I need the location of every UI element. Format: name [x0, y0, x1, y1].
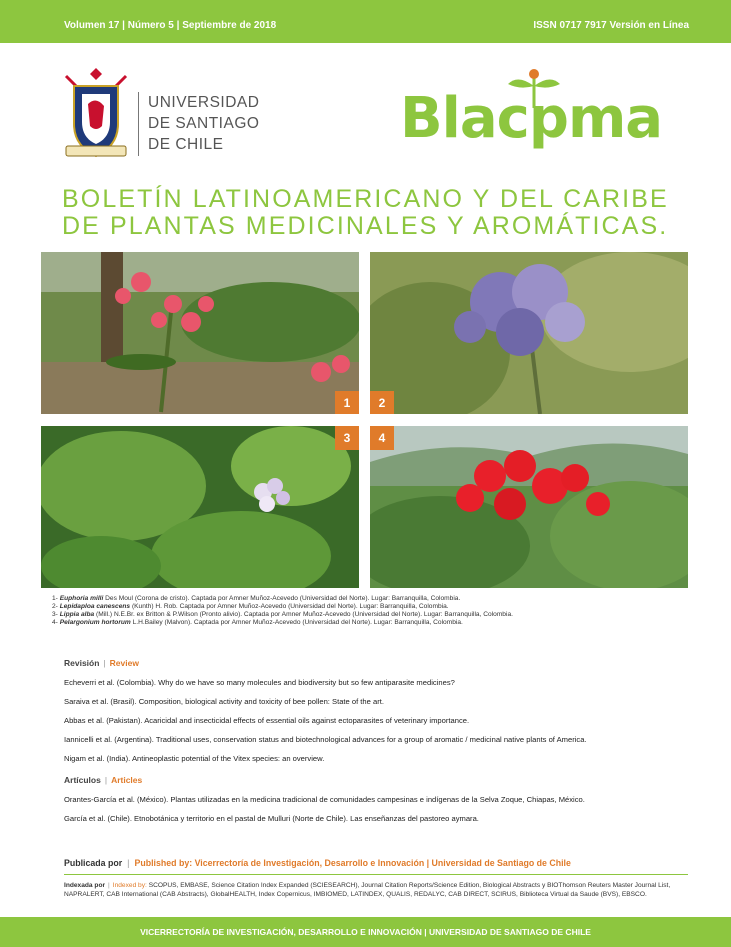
articles-heading: Artículos | Articles	[64, 775, 143, 785]
photo-captions	[52, 595, 513, 627]
article-item: Orantes-García et al. (México). Plantas utilizadas en la medicina tradicional de comunidades campesinas e indígenas de la Selva Zoque, Chiapas, México.	[64, 795, 585, 804]
review-item: Nigam et al. (India). Antineoplastic potential of the Vitex species: an overview.	[64, 754, 325, 763]
photo-number: 1	[335, 391, 359, 414]
top-bar	[0, 0, 731, 43]
blacpma-logo	[396, 66, 663, 166]
photo-lepidaploa	[370, 252, 688, 414]
divider	[138, 92, 139, 156]
shield-icon	[60, 68, 132, 164]
photo-lippia	[41, 426, 359, 588]
footer-text: VICERRECTORÍA DE INVESTIGACIÓN, DESARROLLO E INNOVACIÓN | UNIVERSIDAD DE SANTIAGO DE CHILE	[140, 927, 591, 937]
photo-pelargonium	[370, 426, 688, 588]
review-item: Saraiva et al. (Brasil). Composition, biological activity and toxicity of bee pollen: State of the art.	[64, 697, 384, 706]
bottom-bar	[0, 917, 731, 947]
photo-euphorbia	[41, 252, 359, 414]
photo-number: 4	[370, 426, 394, 450]
article-item: García et al. (Chile). Etnobotánica y territorio en el pastal de Mulluri (Norte de Chile). Las enseñanzas del pastoreo aymara.	[64, 814, 479, 823]
review-item: Abbas et al. (Pakistan). Acaricidal and insecticidal effects of essential oils against ectoparasites of veterinary importance.	[64, 716, 470, 725]
indexed-by: Indexada por | Indexed by: SCOPUS, EMBASE, Science Citation Index Expanded (SCIESEARCH), Journal Citation Reports/Science Edition, Biological Abstracts y BIOThomson Reuters Master Journal List, NAPRALERT, CAB International (CAB Abstracts), GlobalHEALTH, Index Copernicus, IMBIOMED, LATINDEX, QUALIS, REDALYC, CAB DIRECT, SCIRUS, Biblioteca Virtual da Saude (BVS), EBSCO.	[64, 882, 671, 898]
issue-info: Volumen 17 | Número 5 | Septiembre de 2018	[64, 20, 277, 31]
caption: 4- Pelargonium hortorum L.H.Bailey (Malvon). Captada por Amner Muñoz-Acevedo (Universidad del Norte). Lugar: Barranquilla, Colombia.	[52, 619, 463, 626]
review-heading: Revisión | Review	[64, 658, 139, 668]
journal-title: BOLETÍN LATINOAMERICANO Y DEL CARIBE DE PLANTAS MEDICINALES Y AROMÁTICAS.	[62, 185, 669, 240]
university-logo	[60, 68, 270, 168]
issn: ISSN 0717 7917 Versión en Línea	[533, 20, 689, 31]
brand-logo: Blacpma	[400, 86, 663, 151]
photo-number: 3	[335, 426, 359, 450]
caption: 3- Lippia alba (Mill.) N.E.Br. ex Britton & P.Wilson (Pronto alivio). Captada por Amner Muñoz-Acevedo (Universidad del Norte). Lugar: Barranquilla, Colombia.	[52, 611, 513, 618]
review-item: Iannicelli et al. (Argentina). Traditional uses, conservation status and biotechnological advances for a group of aromatic / medicinal native plants of America.	[64, 735, 587, 744]
university-name: UNIVERSIDAD DE SANTIAGO DE CHILE	[148, 94, 260, 153]
caption: 2- Lepidaploa canescens (Kunth) H. Rob. Captada por Amner Muñoz-Acevedo (Universidad del Norte). Lugar: Barranquilla, Colombia.	[52, 603, 449, 610]
published-by: Publicada por | Published by: Vicerrectoría de Investigación, Desarrollo e Innovación | Universidad de Santiago de Chile	[64, 858, 571, 868]
photo-number: 2	[370, 391, 394, 414]
divider	[64, 874, 688, 875]
review-item: Echeverri et al. (Colombia). Why do we have so many molecules and biodiversity but so few antiparasite medicines?	[64, 678, 455, 687]
caption: 1- Euphoria milli Des Moul (Corona de cristo). Captada por Amner Muñoz-Acevedo (Universidad del Norte). Lugar: Barranquilla, Colombia.	[52, 595, 461, 602]
